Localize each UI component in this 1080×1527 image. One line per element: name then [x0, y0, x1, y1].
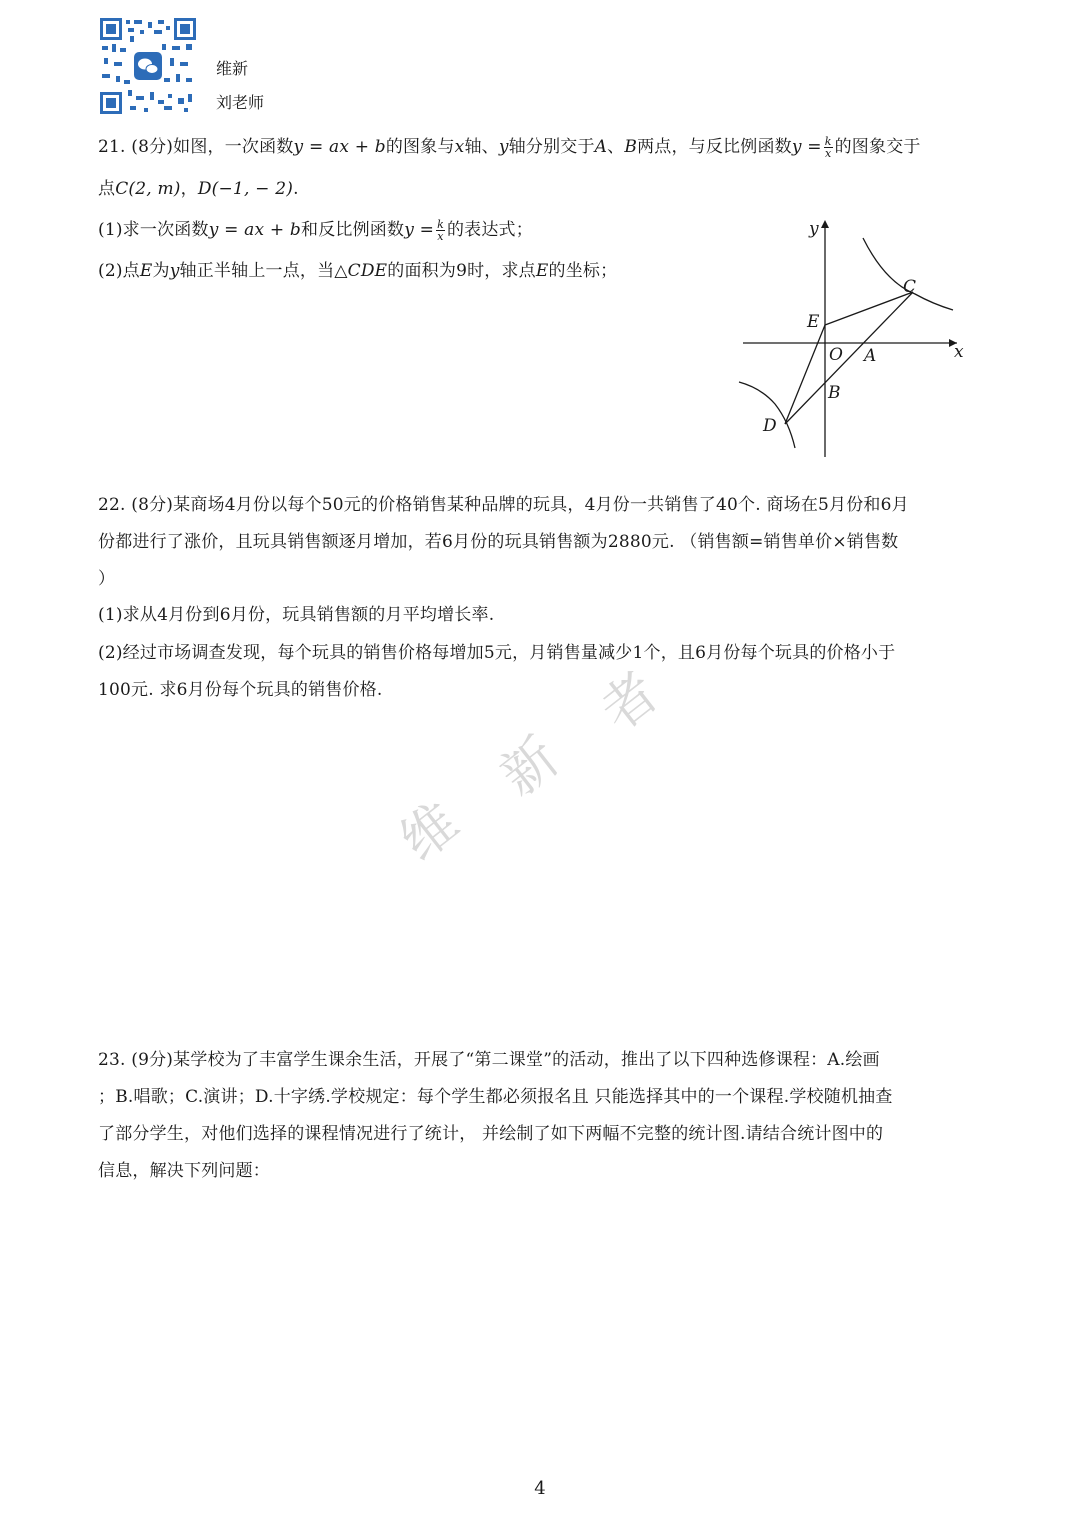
math-B: B	[624, 137, 638, 157]
q23-line-3: 了部分学生，对他们选择的课程情况进行了统计， 并绘制了如下两幅不完整的统计图.请结合统计图中的	[98, 1124, 884, 1144]
label-E: E	[807, 312, 820, 332]
q21-figure	[735, 212, 970, 462]
text: 轴、	[464, 137, 499, 157]
math-triangle-CDE: CDE	[347, 261, 388, 281]
math-y: y	[169, 261, 180, 281]
label-A: A	[864, 346, 877, 366]
math-E: E	[535, 261, 549, 281]
text: .	[293, 179, 299, 199]
fraction-numerator: k	[824, 135, 832, 148]
segment-ED	[785, 325, 825, 424]
text: (1)求一次函数	[98, 220, 209, 240]
q22-line-1: 22. (8分)某商场4月份以每个50元的价格销售某种品牌的玩具，4月份一共销售了40个. 商场在5月份和6月	[98, 495, 909, 515]
text: 两点，与反比例函数	[637, 137, 792, 157]
text: 为	[152, 261, 170, 281]
text: ，	[180, 179, 198, 199]
q22-part-1: (1)求从4月份到6月份，玩具销售额的月平均增长率.	[98, 605, 495, 625]
math-linear-function: y = ax + b	[208, 220, 301, 240]
watermark-char-3: 者	[588, 660, 671, 744]
label-x: x	[954, 342, 964, 362]
math-inverse-function: y =	[404, 220, 435, 240]
qr-label-teacher: 刘老师	[216, 93, 265, 112]
label-D: D	[763, 416, 777, 436]
q23-line-4: 信息，解决下列问题：	[98, 1161, 270, 1181]
math-inverse-function: y =	[791, 137, 822, 157]
q23-line-1: 23. (9分)某学校为了丰富学生课余生活，开展了“第二课堂”的活动，推出了以下四种选修课程：A.绘画	[98, 1050, 880, 1070]
text: (2)点	[98, 261, 140, 281]
text: 点	[98, 179, 116, 199]
q21-line-2	[98, 177, 299, 201]
fraction-numerator: k	[437, 218, 444, 231]
q22-line-2: 份都进行了涨价，且玩具销售额逐月增加，若6月份的玩具销售额为2880元. （销售额=销售单价×销售数	[98, 532, 899, 552]
text: 轴正半轴上一点，当△	[179, 261, 348, 281]
line-DC	[785, 292, 913, 424]
fraction-denominator: x	[437, 230, 444, 243]
q22-part-2-cont: 100元. 求6月份每个玩具的销售价格.	[98, 680, 383, 700]
math-point-C: C(2, m)	[115, 179, 181, 199]
label-B: B	[828, 383, 841, 403]
segment-EC	[825, 292, 913, 325]
qr-label-name: 维新	[216, 59, 249, 78]
text: 的图象交于	[834, 137, 921, 157]
text: 的坐标；	[548, 261, 618, 281]
label-C: C	[903, 277, 917, 297]
q22-part-2: (2)经过市场调查发现，每个玩具的销售价格每增加5元，月销售量减少1个，且6月份每个玩具的价格小于	[98, 643, 896, 663]
text: 21. (8分)如图，一次函数	[98, 137, 294, 157]
math-y: y	[498, 137, 509, 157]
qr-code	[100, 18, 196, 114]
q23-line-2: ；B.唱歌；C.演讲；D.十字绣.学校规定：每个学生都必须报名且 只能选择其中的一个课程.学校随机抽查	[98, 1087, 893, 1107]
watermark-char-2: 新	[488, 725, 571, 809]
fraction-denominator: x	[824, 147, 832, 160]
label-O: O	[829, 345, 843, 365]
fraction-k-over-x	[824, 136, 833, 159]
label-y: y	[809, 219, 819, 239]
hyperbola-upper-branch	[863, 238, 953, 310]
hyperbola-lower-branch	[739, 382, 795, 448]
q21-part-1	[98, 218, 533, 242]
math-x: x	[454, 137, 465, 157]
q22-line-3: ）	[98, 569, 116, 589]
watermark	[380, 660, 720, 900]
watermark-char-1: 维	[388, 790, 471, 874]
math-A: A	[594, 137, 608, 157]
q21-line-1	[98, 135, 921, 159]
y-axis-arrow	[821, 220, 829, 228]
text: 的表达式；	[446, 220, 533, 240]
text: 和反比例函数	[301, 220, 405, 240]
math-E: E	[139, 261, 153, 281]
fraction-k-over-x	[436, 219, 445, 242]
math-point-D: D(−1, − 2)	[197, 179, 294, 199]
q21-part-2	[98, 259, 617, 283]
text: 的图象与	[385, 137, 455, 157]
page-number: 4	[534, 1478, 546, 1499]
text: 的面积为9时，求点	[387, 261, 536, 281]
text: 、	[607, 137, 625, 157]
math-linear-function: y = ax + b	[293, 137, 386, 157]
text: 轴分别交于	[508, 137, 595, 157]
